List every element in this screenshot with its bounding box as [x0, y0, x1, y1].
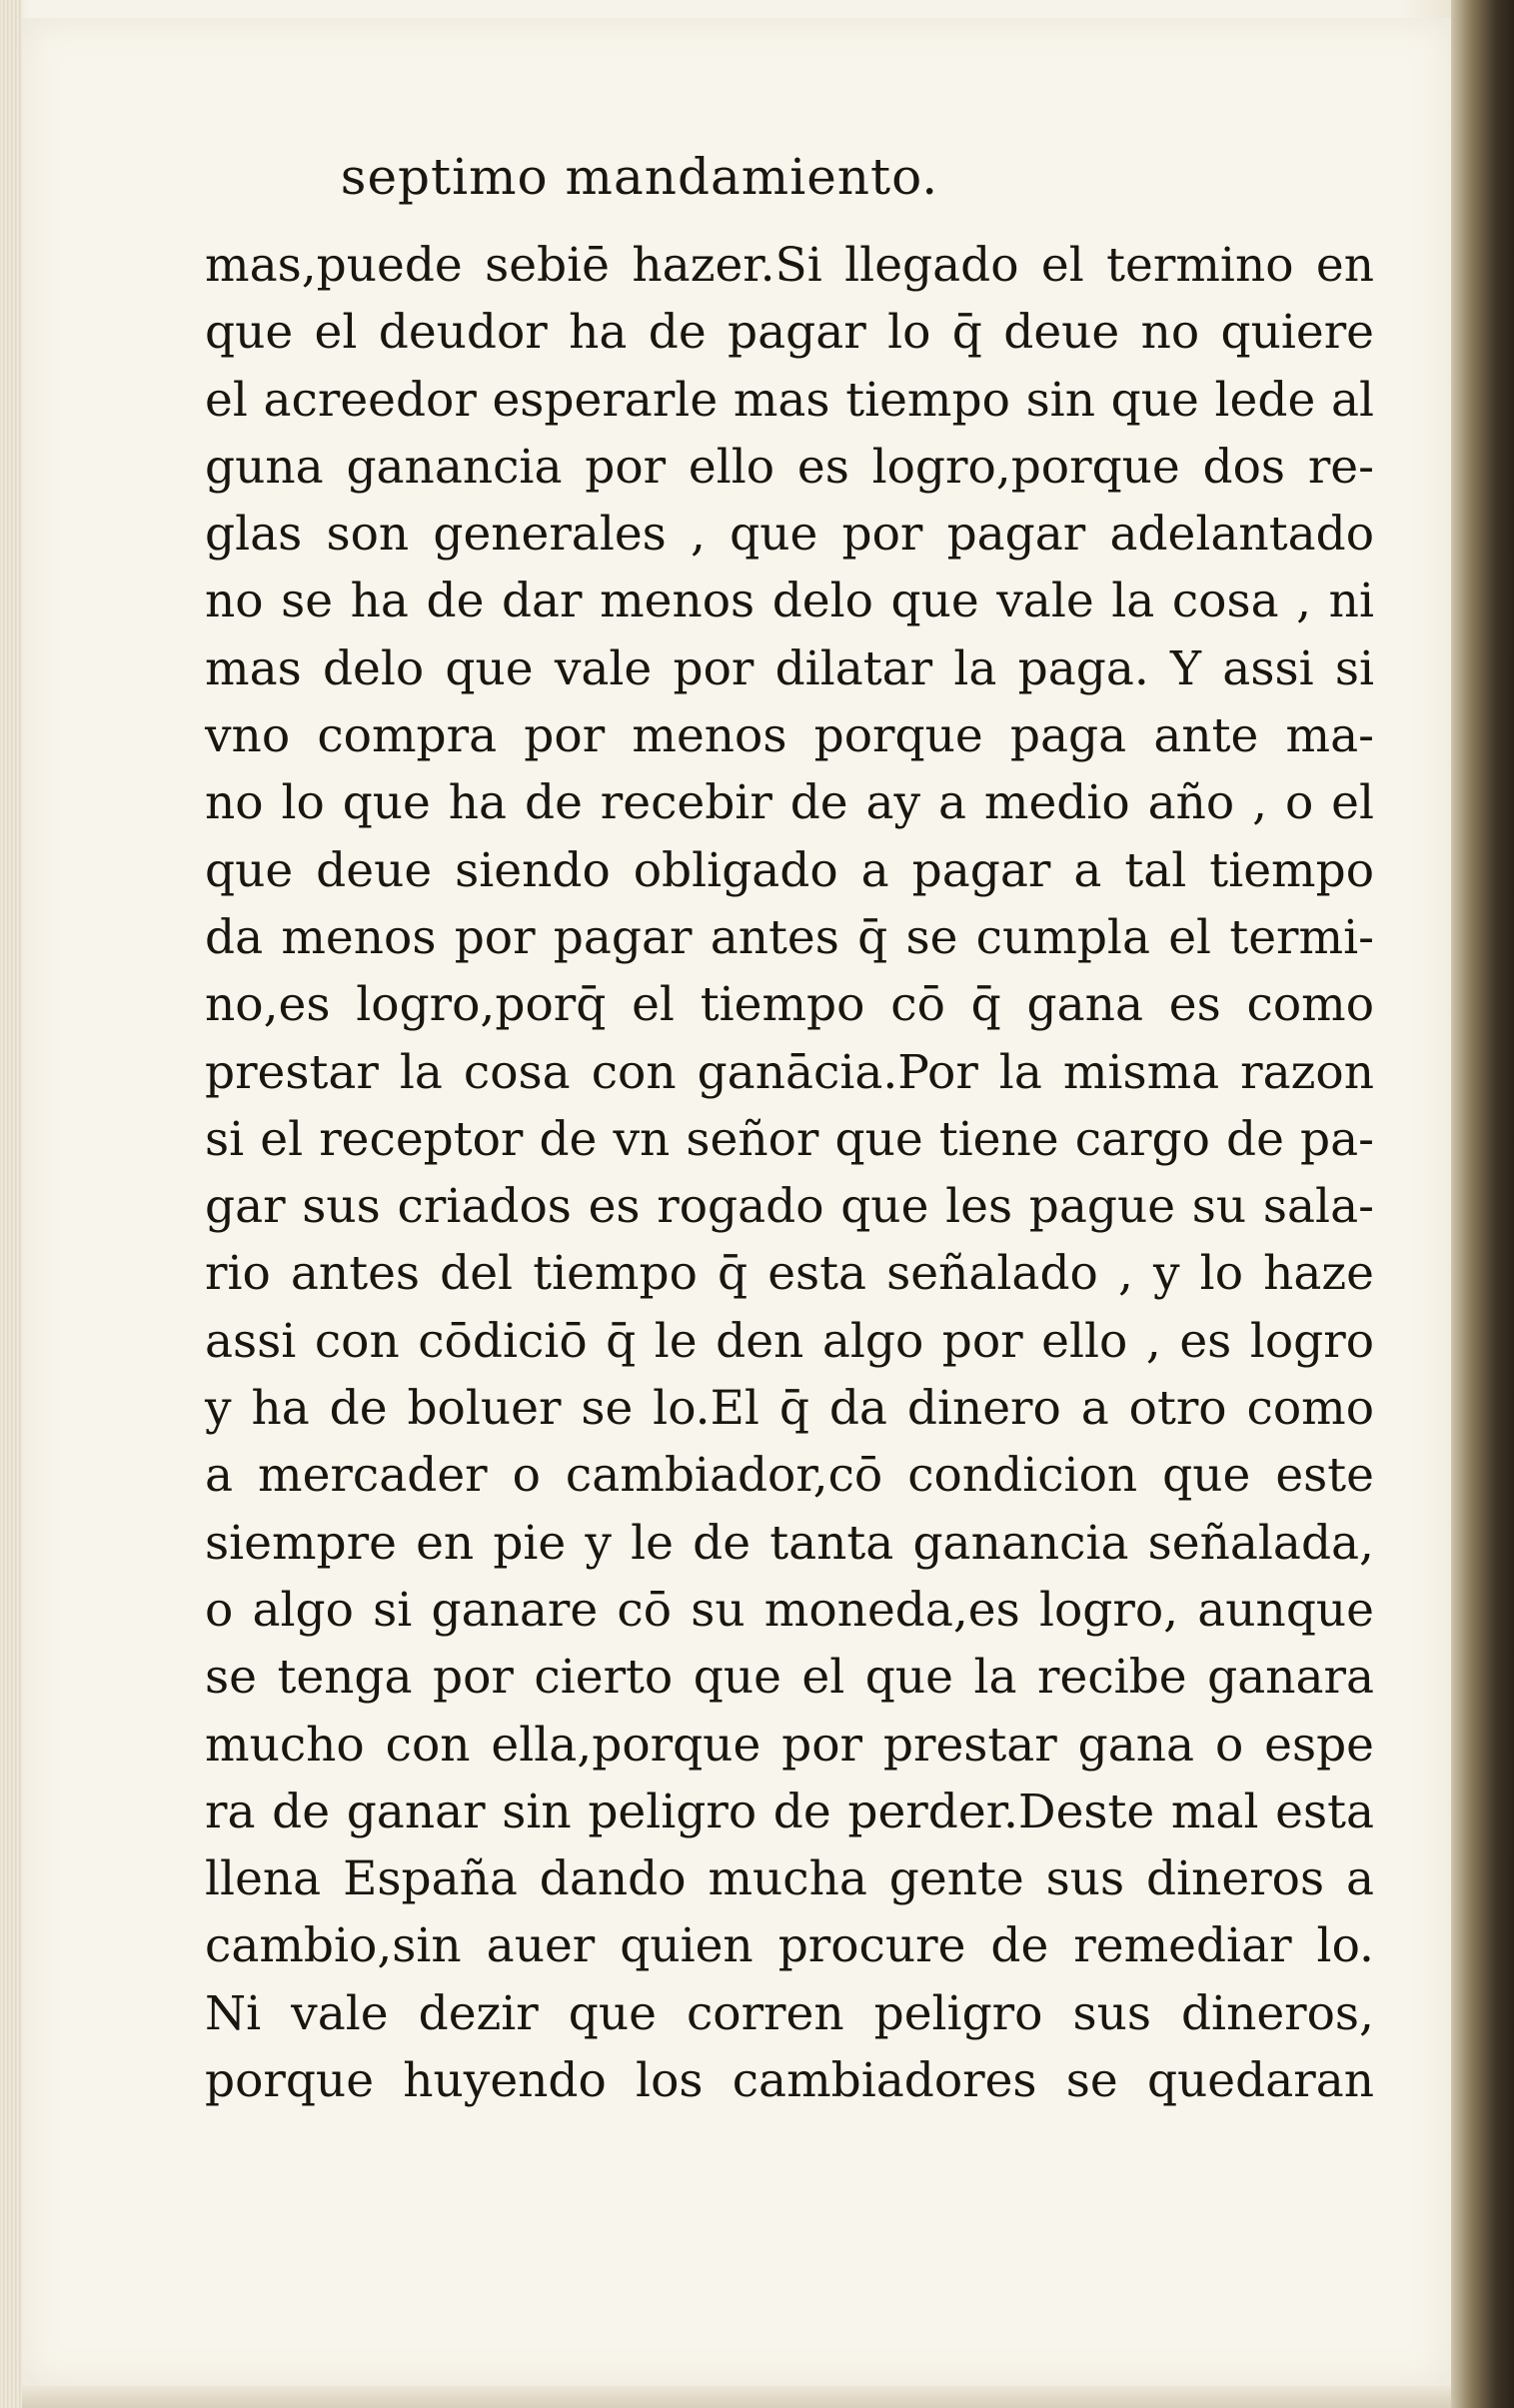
- text-line: llena España dando mucha gente sus dineros a: [205, 1851, 1374, 1907]
- left-page-edge: [0, 0, 22, 2408]
- text-line: vno compra por menos porque paga ante ma-: [205, 708, 1374, 764]
- text-line: assi con cōdiciō q̄ le den algo por ello , es logro: [205, 1313, 1374, 1369]
- book-spine-edge: [1451, 0, 1514, 2408]
- text-line: cambio,sin auer quien procure de remediar lo.: [205, 1918, 1374, 1974]
- text-line: no lo que ha de recebir de ay a medio año , o el: [205, 775, 1374, 831]
- text-line: mas delo que vale por dilatar la paga. Y assi si: [205, 640, 1374, 696]
- text-line: gar sus criados es rogado que les pague su sala-: [205, 1179, 1374, 1235]
- text-line: ra de ganar sin peligro de perder.Deste mal esta: [205, 1784, 1374, 1839]
- text-line: no,es logro,porq̄ el tiempo cō q̄ gana es como: [205, 977, 1374, 1033]
- bottom-page-edge: [22, 2386, 1451, 2408]
- text-line: Ni vale dezir que corren peligro sus dineros,: [205, 1985, 1374, 2041]
- text-line: el acreedor esperarle mas tiempo sin que lede al: [205, 372, 1374, 428]
- text-line: rio antes del tiempo q̄ esta señalado , y lo haze: [205, 1246, 1374, 1302]
- text-line: o algo si ganare cō su moneda,es logro, aunque: [205, 1582, 1374, 1638]
- text-line: que el deudor ha de pagar lo q̄ deue no quiere: [205, 305, 1374, 361]
- body-text: [205, 232, 1374, 2114]
- text-line: si el receptor de vn señor que tiene cargo de pa-: [205, 1111, 1374, 1167]
- text-line: prestar la cosa con ganācia.Por la misma razon: [205, 1044, 1374, 1100]
- text-line: siempre en pie y le de tanta ganancia señalada,: [205, 1515, 1374, 1571]
- text-line: mas,puede sebiē hazer.Si llegado el termino en: [205, 238, 1374, 293]
- text-line: que deue siendo obligado a pagar a tal tiempo: [205, 842, 1374, 898]
- text-line: guna ganancia por ello es logro,porque dos re-: [205, 439, 1374, 495]
- running-head: septimo mandamiento.: [340, 148, 939, 206]
- text-line: mucho con ella,porque por prestar gana o espe: [205, 1717, 1374, 1773]
- text-line: porque huyendo los cambiadores se quedaran: [205, 2053, 1374, 2109]
- text-line: se tenga por cierto que el que la recibe ganara: [205, 1650, 1374, 1706]
- text-line: a mercader o cambiador,cō condicion que este: [205, 1448, 1374, 1504]
- text-line: no se ha de dar menos delo que vale la cosa , ni: [205, 574, 1374, 629]
- text-line: y ha de boluer se lo.El q̄ da dinero a otro como: [205, 1381, 1374, 1437]
- text-line: glas son generales , que por pagar adelantado: [205, 507, 1374, 563]
- text-line: da menos por pagar antes q̄ se cumpla el termi-: [205, 909, 1374, 965]
